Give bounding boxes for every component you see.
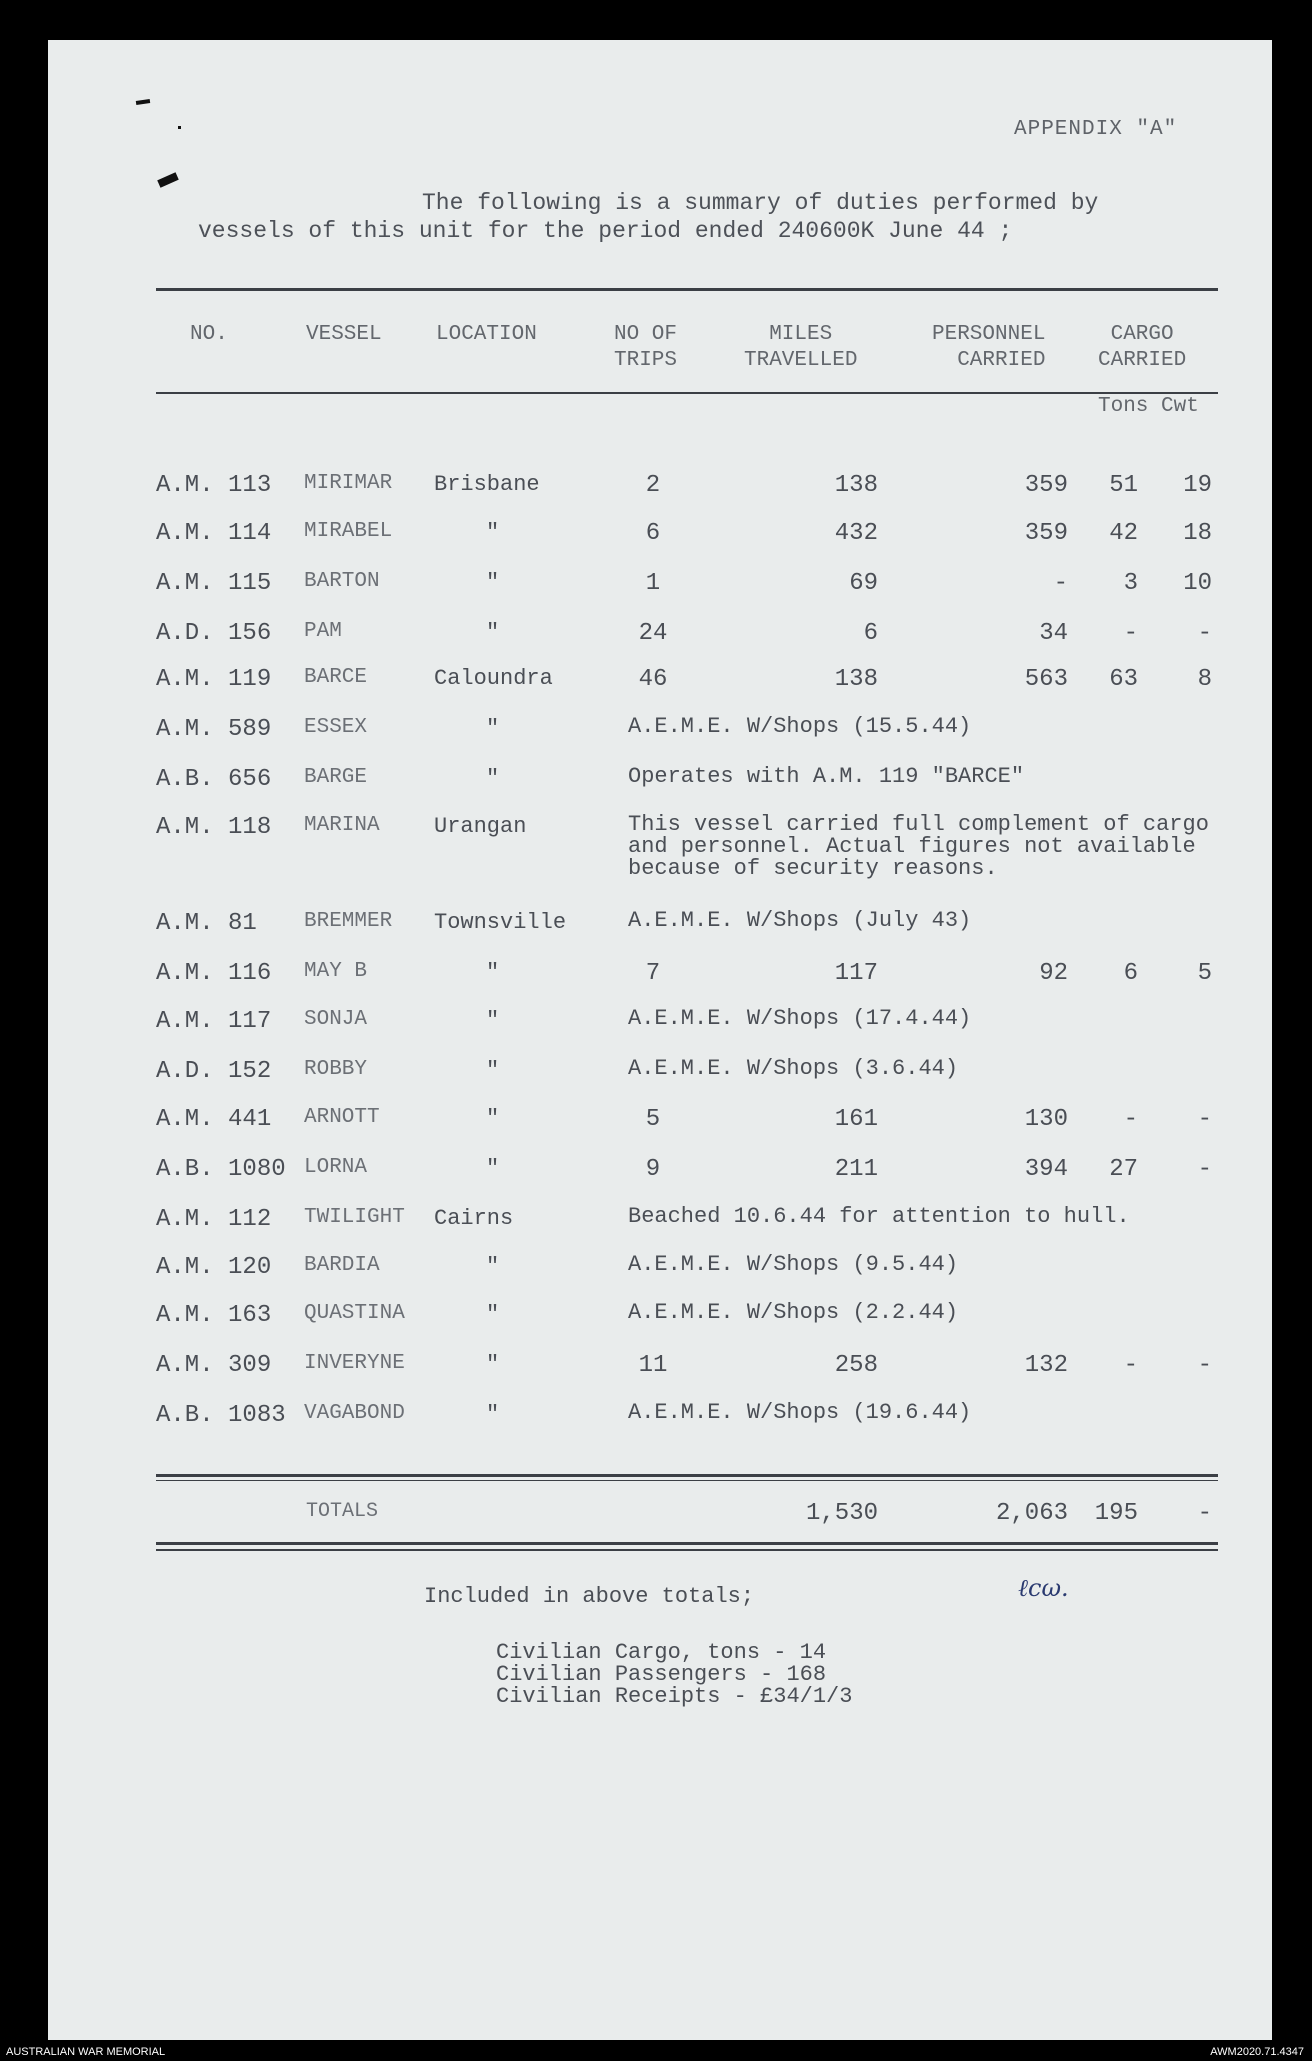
cell-miles: 117 — [834, 960, 878, 987]
cell-vessel: ESSEX — [304, 716, 368, 739]
header-personnel: PERSONNEL CARRIED — [932, 323, 1046, 372]
header-cargo: CARGO CARRIED — [1098, 323, 1187, 372]
cell-tons: - — [1123, 620, 1138, 647]
header-miles: MILES TRAVELLED — [744, 323, 858, 372]
margin-mark — [136, 99, 150, 105]
cell-trips: 7 — [645, 960, 661, 987]
table-row — [48, 1302, 1272, 1342]
cell-vessel: SONJA — [304, 1008, 368, 1031]
header-no: NO. — [190, 323, 228, 346]
cell-trips: 1 — [645, 570, 661, 597]
cell-miles: 6 — [863, 620, 878, 647]
intro-line-2: vessels of this unit for the period ended 240600K June 44 ; — [198, 218, 1013, 244]
cell-miles: 69 — [849, 570, 878, 597]
cell-note: A.E.M.E. W/Shops (17.4.44) — [628, 1006, 972, 1031]
header-rule — [156, 392, 1218, 394]
cell-no: A.M. 113 — [156, 472, 272, 499]
cell-vessel: BARCE — [304, 666, 368, 689]
civilian-receipts: Civilian Receipts - £34/1/3 — [496, 1684, 853, 1709]
cell-location: " — [486, 1402, 500, 1427]
cell-location: " — [486, 1058, 500, 1083]
cell-trips: 46 — [638, 666, 668, 693]
cell-tons: - — [1123, 1106, 1138, 1133]
cell-trips: 9 — [645, 1156, 661, 1183]
footer-institution: AUSTRALIAN WAR MEMORIAL — [6, 2046, 166, 2058]
table-row — [48, 472, 1272, 512]
cell-note: A.E.M.E. W/Shops (9.5.44) — [628, 1252, 959, 1277]
cell-no: A.M. 81 — [156, 910, 257, 937]
cell-vessel: MIRIMAR — [304, 472, 393, 495]
cell-location: " — [486, 1254, 500, 1279]
cell-tons: 27 — [1109, 1156, 1138, 1183]
cell-trips: 11 — [638, 1352, 668, 1379]
cell-cwt: 8 — [1197, 666, 1212, 693]
cell-no: A.D. 152 — [156, 1058, 272, 1085]
totals-tons: 195 — [1094, 1500, 1138, 1527]
cell-location: " — [486, 766, 500, 791]
cell-vessel: BREMMER — [304, 910, 393, 933]
cell-personnel: 132 — [1024, 1352, 1068, 1379]
cell-no: A.B. 656 — [156, 766, 272, 793]
included-title: Included in above totals; — [424, 1584, 755, 1609]
cell-tons: 63 — [1109, 666, 1138, 693]
totals-cwt: - — [1197, 1500, 1212, 1527]
cell-no: A.M. 117 — [156, 1008, 272, 1035]
cell-no: A.M. 120 — [156, 1254, 272, 1281]
cell-location: " — [486, 1352, 500, 1377]
cell-tons: 42 — [1109, 520, 1138, 547]
cell-no: A.M. 118 — [156, 814, 272, 841]
totals-miles: 1,530 — [805, 1500, 878, 1527]
cell-miles: 432 — [834, 520, 878, 547]
cell-miles: 258 — [834, 1352, 878, 1379]
cell-cwt: - — [1197, 1156, 1212, 1183]
cell-vessel: INVERYNE — [304, 1352, 405, 1375]
cell-tons: 51 — [1109, 472, 1138, 499]
table-row — [48, 1206, 1272, 1246]
cell-vessel: BARGE — [304, 766, 368, 789]
table-row — [48, 520, 1272, 560]
table-row — [48, 1106, 1272, 1146]
table-row — [48, 570, 1272, 610]
cell-tons: 6 — [1123, 960, 1138, 987]
cell-personnel: 34 — [1039, 620, 1068, 647]
totals-bottom-rule — [156, 1542, 1218, 1545]
cell-vessel: BARDIA — [304, 1254, 380, 1277]
cell-no: A.M. 163 — [156, 1302, 272, 1329]
header-location: LOCATION — [436, 323, 537, 346]
table-row — [48, 666, 1272, 706]
document-page — [48, 40, 1272, 2040]
table-row — [48, 1156, 1272, 1196]
cell-note: A.E.M.E. W/Shops (19.6.44) — [628, 1400, 972, 1425]
cell-vessel: BARTON — [304, 570, 380, 593]
table-row — [48, 1008, 1272, 1048]
cell-cwt: - — [1197, 1106, 1212, 1133]
cell-vessel: LORNA — [304, 1156, 368, 1179]
cell-no: A.B. 1083 — [156, 1402, 286, 1429]
cell-personnel: 92 — [1039, 960, 1068, 987]
cell-personnel: - — [1053, 570, 1068, 597]
table-row — [48, 716, 1272, 756]
cell-miles: 211 — [834, 1156, 878, 1183]
header-vessel: VESSEL — [306, 323, 382, 346]
cell-tons: 3 — [1123, 570, 1138, 597]
cell-miles: 138 — [834, 472, 878, 499]
cell-location: " — [486, 620, 500, 645]
handwritten-initials: ℓcω. — [1018, 1574, 1069, 1602]
cell-vessel: TWILIGHT — [304, 1206, 405, 1229]
cell-tons: - — [1123, 1352, 1138, 1379]
cell-location: Cairns — [434, 1206, 514, 1231]
cell-cwt: - — [1197, 620, 1212, 647]
footer-accession-number: AWM2020.71.4347 — [1210, 2046, 1304, 2058]
cell-vessel: QUASTINA — [304, 1302, 405, 1325]
civilian-cargo: Civilian Cargo, tons - 14 — [496, 1640, 827, 1665]
cell-cwt: - — [1197, 1352, 1212, 1379]
cell-vessel: VAGABOND — [304, 1402, 405, 1425]
cell-cwt: 18 — [1183, 520, 1212, 547]
cell-location: " — [486, 1106, 500, 1131]
cell-cwt: 10 — [1183, 570, 1212, 597]
cell-personnel: 359 — [1024, 472, 1068, 499]
cell-location: " — [486, 716, 500, 741]
table-row — [48, 1254, 1272, 1294]
totals-personnel: 2,063 — [995, 1500, 1068, 1527]
cell-personnel: 359 — [1024, 520, 1068, 547]
table-row — [48, 766, 1272, 806]
cell-trips: 5 — [645, 1106, 661, 1133]
header-cargo-units: Tons Cwt — [1098, 395, 1199, 418]
cell-note: Operates with A.M. 119 "BARCE" — [628, 764, 1025, 789]
table-row — [48, 1402, 1272, 1442]
cell-vessel: ROBBY — [304, 1058, 368, 1081]
cell-vessel: MAY B — [304, 960, 368, 983]
cell-cwt: 19 — [1183, 472, 1212, 499]
cell-note: A.E.M.E. W/Shops (July 43) — [628, 908, 972, 933]
cell-trips: 24 — [638, 620, 668, 647]
totals-top-rule-2 — [156, 1480, 1218, 1481]
cell-no: A.M. 114 — [156, 520, 272, 547]
margin-mark — [178, 126, 181, 129]
table-row — [48, 910, 1272, 950]
cell-cwt: 5 — [1197, 960, 1212, 987]
cell-location: " — [486, 1156, 500, 1181]
header-trips: NO OF TRIPS — [614, 323, 678, 372]
totals-label: TOTALS — [306, 1500, 379, 1523]
table-row — [48, 812, 1272, 881]
cell-location: Caloundra — [434, 666, 553, 691]
cell-miles: 138 — [834, 666, 878, 693]
cell-vessel: MARINA — [304, 814, 380, 837]
cell-location: " — [486, 1008, 500, 1033]
table-row — [48, 620, 1272, 660]
margin-mark — [157, 172, 179, 187]
civilian-passengers: Civilian Passengers - 168 — [496, 1662, 827, 1687]
cell-no: A.M. 589 — [156, 716, 272, 743]
appendix-heading: APPENDIX "A" — [1014, 118, 1178, 141]
cell-location: Urangan — [434, 814, 527, 839]
cell-no: A.M. 309 — [156, 1352, 272, 1379]
cell-location: " — [486, 1302, 500, 1327]
cell-note: This vessel carried full complement of cargo and personnel. Actual figures not available because of security reasons. — [628, 812, 1209, 881]
cell-no: A.M. 116 — [156, 960, 272, 987]
table-row — [48, 1352, 1272, 1392]
cell-vessel: MIRABEL — [304, 520, 393, 543]
cell-no: A.M. 441 — [156, 1106, 272, 1133]
intro-line-1: The following is a summary of duties performed by — [422, 190, 1099, 216]
cell-trips: 6 — [645, 520, 661, 547]
cell-personnel: 130 — [1024, 1106, 1068, 1133]
cell-no: A.M. 119 — [156, 666, 272, 693]
cell-no: A.M. 115 — [156, 570, 272, 597]
table-row — [48, 960, 1272, 1000]
cell-vessel: PAM — [304, 620, 342, 643]
cell-miles: 161 — [834, 1106, 878, 1133]
table-row — [48, 1058, 1272, 1098]
cell-personnel: 563 — [1024, 666, 1068, 693]
cell-personnel: 394 — [1024, 1156, 1068, 1183]
cell-vessel: ARNOTT — [304, 1106, 380, 1129]
totals-top-rule — [156, 1474, 1218, 1477]
totals-bottom-rule-2 — [156, 1549, 1218, 1551]
cell-no: A.M. 112 — [156, 1206, 272, 1233]
cell-note: A.E.M.E. W/Shops (3.6.44) — [628, 1056, 959, 1081]
cell-location: " — [486, 520, 500, 545]
cell-note: A.E.M.E. W/Shops (15.5.44) — [628, 714, 972, 739]
cell-no: A.B. 1080 — [156, 1156, 286, 1183]
cell-location: " — [486, 960, 500, 985]
cell-note: Beached 10.6.44 for attention to hull. — [628, 1204, 1130, 1229]
cell-note: A.E.M.E. W/Shops (2.2.44) — [628, 1300, 959, 1325]
cell-location: Brisbane — [434, 472, 540, 497]
cell-location: Townsville — [434, 910, 567, 935]
cell-trips: 2 — [645, 472, 661, 499]
cell-no: A.D. 156 — [156, 620, 272, 647]
cell-location: " — [486, 570, 500, 595]
table-top-rule — [156, 288, 1218, 291]
